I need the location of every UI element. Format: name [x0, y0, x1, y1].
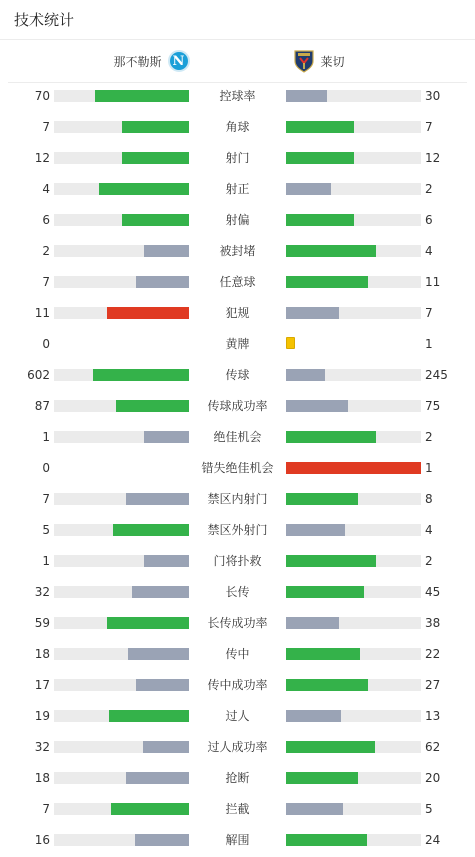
home-stat-value: 7: [42, 802, 50, 816]
stat-row: [0, 205, 475, 236]
home-stat-bar-fill: [109, 710, 189, 722]
away-stat-bar: [286, 121, 421, 133]
stat-row: [0, 453, 475, 484]
home-stat-value: 4: [42, 182, 50, 196]
away-stat-bar-fill: [286, 214, 354, 226]
home-stat-bar-fill: [144, 431, 189, 443]
away-stat-bar: [286, 276, 421, 288]
home-stat-value: 70: [34, 89, 50, 103]
away-stat-bar: [286, 369, 421, 381]
stat-label: 传球: [225, 368, 250, 382]
home-stat-bar-fill: [107, 617, 189, 629]
away-stat-bar-fill: [286, 710, 341, 722]
away-stat-bar: [286, 803, 421, 815]
away-stat-value: 75: [425, 399, 441, 413]
home-stat-bar-fill: [107, 307, 189, 319]
away-stat-value: 7: [425, 306, 433, 320]
stat-label: 绝佳机会: [213, 430, 262, 444]
away-stat-bar-fill: [286, 431, 376, 443]
away-stat-bar: [286, 586, 421, 598]
home-stat-bar: [54, 617, 189, 629]
away-stat-bar-fill: [286, 183, 331, 195]
home-stat-bar-fill: [122, 152, 190, 164]
away-stat-value: 20: [425, 771, 441, 785]
stat-label: 长传: [225, 585, 250, 599]
home-stat-bar: [54, 245, 189, 257]
stat-row: [0, 298, 475, 329]
away-team[interactable]: [293, 40, 345, 82]
home-stat-value: 32: [34, 740, 50, 754]
stat-label: 禁区内射门: [207, 492, 268, 506]
stat-row: [0, 143, 475, 174]
stat-row: [0, 577, 475, 608]
home-stat-bar-fill: [122, 214, 190, 226]
home-stat-value: 59: [34, 616, 50, 630]
home-stat-bar-fill: [136, 679, 189, 691]
home-stat-value: 87: [34, 399, 50, 413]
stat-label: 射门: [225, 151, 250, 165]
away-stat-bar-fill: [286, 245, 376, 257]
home-stat-bar: [54, 741, 189, 753]
home-stat-bar-fill: [135, 834, 189, 846]
home-stat-value: 19: [34, 709, 50, 723]
stat-label: 传中成功率: [207, 678, 268, 692]
stat-label: 长传成功率: [207, 616, 268, 630]
away-stat-bar: [286, 493, 421, 505]
away-stat-bar-fill: [286, 555, 376, 567]
away-stat-bar: [286, 555, 421, 567]
away-stat-value: 22: [425, 647, 441, 661]
home-stat-bar-fill: [116, 400, 189, 412]
away-stat-value: 12: [425, 151, 441, 165]
away-stat-value: 245: [425, 368, 448, 382]
home-stat-bar-fill: [111, 803, 189, 815]
away-stat-bar-fill: [286, 648, 360, 660]
home-stat-value: 5: [42, 523, 50, 537]
away-stat-value: 24: [425, 833, 441, 847]
home-stat-value: 17: [34, 678, 50, 692]
away-stat-bar-fill: [286, 121, 354, 133]
away-stat-value: 13: [425, 709, 441, 723]
away-team-name: 莱切: [320, 54, 345, 69]
stat-label: 射偏: [225, 213, 250, 227]
away-stat-value: 6: [425, 213, 433, 227]
stat-label: 控球率: [219, 89, 256, 103]
stat-label: 门将扑救: [213, 554, 262, 568]
away-stat-bar-fill: [286, 307, 339, 319]
stat-label: 禁区外射门: [207, 523, 268, 537]
away-stat-value: 8: [425, 492, 433, 506]
home-stat-bar: [54, 369, 189, 381]
stat-row: [0, 174, 475, 205]
stat-row: [0, 112, 475, 143]
stat-row: [0, 670, 475, 701]
away-stat-bar-fill: [286, 834, 367, 846]
home-stat-bar: [54, 276, 189, 288]
home-stat-value: 18: [34, 771, 50, 785]
away-stat-bar-fill: [286, 803, 343, 815]
home-stat-bar-fill: [136, 276, 189, 288]
home-stat-value: 7: [42, 120, 50, 134]
home-stat-bar: [54, 834, 189, 846]
home-stat-value: 0: [42, 461, 50, 475]
home-stat-bar: [54, 493, 189, 505]
away-stat-bar-fill: [286, 617, 339, 629]
stat-row: [0, 546, 475, 577]
away-stat-value: 5: [425, 802, 433, 816]
away-stat-bar-fill: [286, 369, 325, 381]
home-stat-bar: [54, 152, 189, 164]
page-title: 技术统计: [14, 11, 75, 29]
home-stat-bar: [54, 214, 189, 226]
away-stat-bar: [286, 617, 421, 629]
home-stat-bar: [54, 648, 189, 660]
away-stat-bar: [286, 462, 421, 474]
home-stat-value: 18: [34, 647, 50, 661]
home-stat-value: 0: [42, 337, 50, 351]
home-stat-bar: [54, 586, 189, 598]
stat-label: 过人成功率: [207, 740, 268, 754]
home-stat-value: 2: [42, 244, 50, 258]
away-stat-bar: [286, 772, 421, 784]
stats-list: [0, 81, 475, 856]
away-stat-value: 2: [425, 182, 433, 196]
away-stat-bar: [286, 710, 421, 722]
stat-row: [0, 236, 475, 267]
home-stat-bar-fill: [144, 245, 189, 257]
stat-label: 抢断: [225, 771, 250, 785]
away-stat-bar: [286, 400, 421, 412]
stat-row: [0, 639, 475, 670]
stat-label: 错失绝佳机会: [201, 461, 274, 475]
stat-row: [0, 515, 475, 546]
home-stat-value: 602: [27, 368, 50, 382]
stat-label: 拦截: [225, 802, 250, 816]
away-stat-value: 62: [425, 740, 441, 754]
home-stat-value: 1: [42, 554, 50, 568]
home-stat-bar-fill: [122, 121, 190, 133]
home-stat-bar: [54, 679, 189, 691]
home-stat-bar-fill: [126, 493, 189, 505]
home-stat-bar-fill: [93, 369, 189, 381]
stat-row: [0, 732, 475, 763]
home-stat-bar: [54, 90, 189, 102]
home-stat-bar-fill: [95, 90, 190, 102]
home-stat-bar-fill: [126, 772, 189, 784]
away-stat-value: 30: [425, 89, 441, 103]
home-stat-bar: [54, 400, 189, 412]
stat-label: 被封堵: [219, 244, 256, 258]
home-stat-bar-fill: [99, 183, 189, 195]
home-stat-bar: [54, 431, 189, 443]
stat-row: [0, 329, 475, 360]
stat-label: 解围: [225, 833, 250, 847]
away-stat-bar-fill: [286, 462, 421, 474]
away-stat-value: 1: [425, 337, 433, 351]
away-stat-bar-fill: [286, 400, 348, 412]
away-stat-bar: [286, 679, 421, 691]
stat-row: [0, 81, 475, 112]
away-stat-bar: [286, 90, 421, 102]
teams-header: [8, 40, 467, 83]
away-stat-bar-fill: [286, 90, 327, 102]
home-stat-value: 11: [34, 306, 50, 320]
away-stat-bar: [286, 183, 421, 195]
home-stat-bar-fill: [113, 524, 189, 536]
away-stat-value: 4: [425, 244, 433, 258]
away-stat-value: 2: [425, 430, 433, 444]
stat-label: 黄牌: [225, 337, 250, 351]
home-stat-bar: [54, 183, 189, 195]
home-stat-bar: [54, 121, 189, 133]
home-team[interactable]: [113, 40, 189, 82]
away-stat-value: 38: [425, 616, 441, 630]
home-team-name: 那不勒斯: [113, 54, 162, 69]
stat-label: 传球成功率: [207, 399, 268, 413]
away-stat-bar-fill: [286, 679, 368, 691]
away-stat-bar: [286, 431, 421, 443]
home-stat-value: 7: [42, 275, 50, 289]
away-stat-bar: [286, 214, 421, 226]
stat-row: [0, 391, 475, 422]
stat-label: 角球: [225, 120, 250, 134]
away-stat-value: 2: [425, 554, 433, 568]
away-stat-bar-fill: [286, 586, 364, 598]
home-stat-bar-fill: [132, 586, 189, 598]
stat-row: [0, 701, 475, 732]
home-stat-value: 6: [42, 213, 50, 227]
away-stat-bar-fill: [286, 741, 375, 753]
away-stat-bar-fill: [286, 276, 368, 288]
home-stat-bar-fill: [128, 648, 189, 660]
stat-label: 任意球: [219, 275, 256, 289]
home-stat-bar-fill: [143, 741, 189, 753]
home-stat-value: 12: [34, 151, 50, 165]
away-stat-bar: [286, 648, 421, 660]
home-stat-value: 1: [42, 430, 50, 444]
home-stat-bar: [54, 307, 189, 319]
home-stat-value: 7: [42, 492, 50, 506]
home-stat-bar: [54, 772, 189, 784]
home-stat-bar: [54, 524, 189, 536]
home-stat-bar-fill: [144, 555, 189, 567]
home-stat-value: 32: [34, 585, 50, 599]
stat-label: 射正: [225, 182, 250, 196]
stat-row: [0, 484, 475, 515]
section-header: [0, 0, 475, 40]
away-stat-bar: [286, 307, 421, 319]
away-stat-value: 1: [425, 461, 433, 475]
lecce-crest-icon: [293, 49, 315, 73]
stat-label: 传中: [225, 647, 250, 661]
stat-label: 犯规: [225, 306, 250, 320]
away-stat-value: 4: [425, 523, 433, 537]
away-stat-bar: [286, 834, 421, 846]
away-stat-value: 27: [425, 678, 441, 692]
home-stat-bar: [54, 710, 189, 722]
away-stat-bar: [286, 245, 421, 257]
away-stat-bar: [286, 152, 421, 164]
stat-row: [0, 608, 475, 639]
yellow-card-icon: [286, 337, 295, 349]
stat-row: [0, 360, 475, 391]
stat-row: [0, 794, 475, 825]
away-stat-value: 7: [425, 120, 433, 134]
away-stat-bar-fill: [286, 772, 358, 784]
stat-row: [0, 422, 475, 453]
away-stat-bar: [286, 741, 421, 753]
stat-row: [0, 825, 475, 856]
home-stat-bar: [54, 555, 189, 567]
away-stat-value: 45: [425, 585, 441, 599]
home-stat-bar: [54, 803, 189, 815]
napoli-crest-icon: N: [168, 50, 190, 72]
away-stat-bar-fill: [286, 152, 354, 164]
home-stat-value: 16: [34, 833, 50, 847]
stat-row: [0, 763, 475, 794]
stat-row: [0, 267, 475, 298]
away-stat-value: 11: [425, 275, 441, 289]
away-stat-bar: [286, 524, 421, 536]
stat-label: 过人: [225, 709, 250, 723]
away-stat-bar-fill: [286, 493, 358, 505]
away-stat-bar-fill: [286, 524, 345, 536]
